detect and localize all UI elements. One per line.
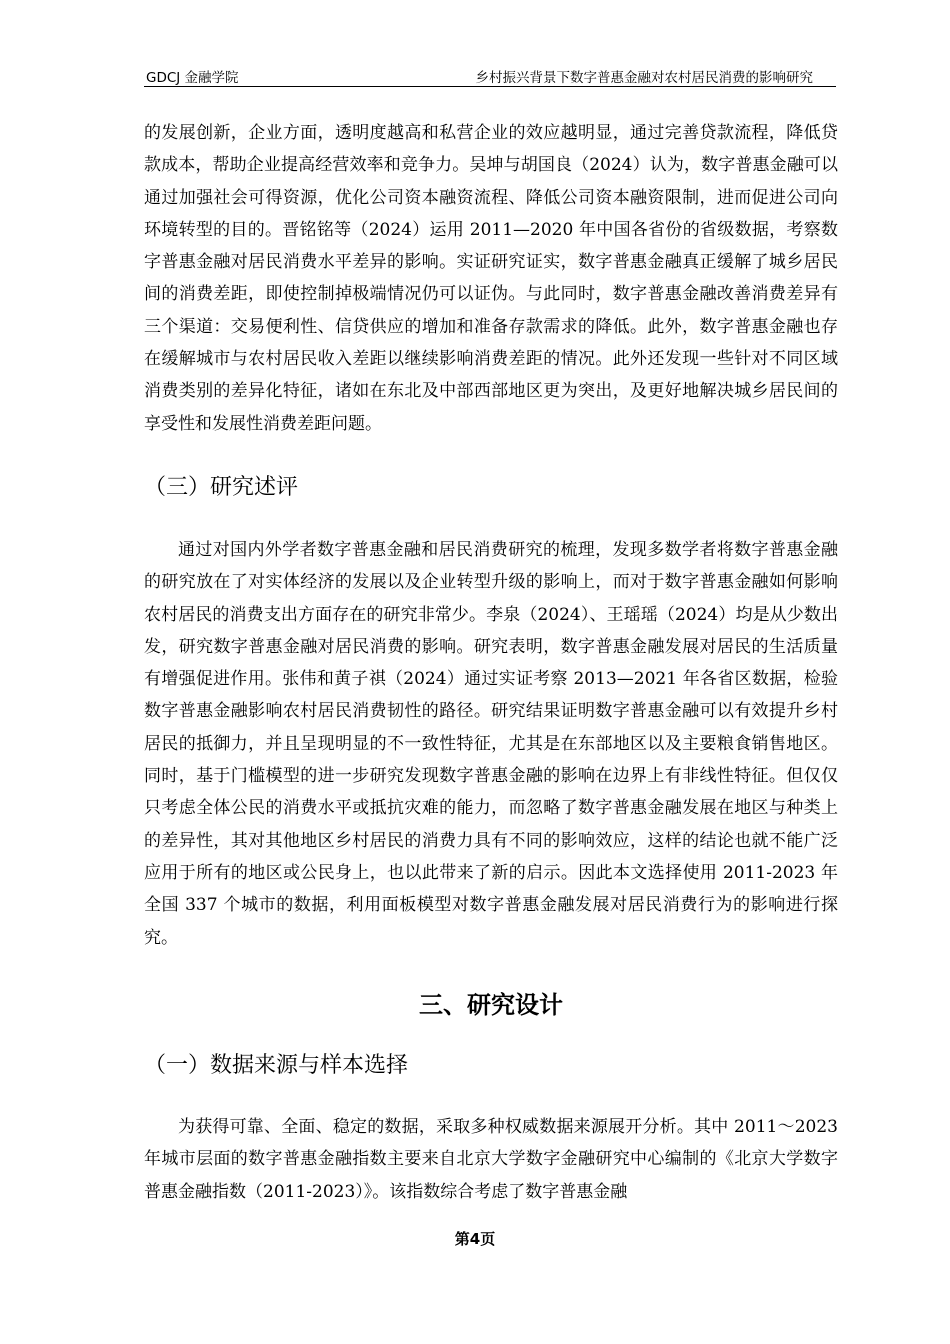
page-number: 第4页 bbox=[454, 1230, 496, 1248]
header-institution: GDCJ 金融学院 bbox=[146, 70, 239, 86]
header-divider bbox=[144, 86, 836, 87]
body-paragraph-1: 的发展创新，企业方面，透明度越高和私营企业的效应越明显，通过完善贷款流程，降低贷款成本，帮助企业提高经营效率和竞争力。吴坤与胡国良（2024）认为，数字普惠金融可以通过加强社会可得资源，优化公司资本融资流程、降低公司资本融资限制，进而促进公司向环境转型的目的。晋铭铭等（2024）运用 2011—2020 年中国各省份的省级数据，考察数字普惠金融对居民消费水平差异的影响。实证研究证实，数字普惠金融真正缓解了城乡居民间的消费差距，即使控制掉极端情况仍可以证伪。与此同时，数字普惠金融改善消费差异有三个渠道：交易便利性、信贷供应的增加和准备存款需求的降低。此外，数字普惠金融也存在缓解城市与农村居民收入差距以继续影响消费差距的情况。此外还发现一些针对不同区域消费类别的差异化特征，诸如在东北及中部西部地区更为突出，及更好地解决城乡居民间的享受性和发展性消费差距问题。 bbox=[144, 123, 838, 434]
chapter-title: 三、研究设计 bbox=[419, 991, 563, 1019]
body-paragraph-3: 为获得可靠、全面、稳定的数据，采取多种权威数据来源展开分析。其中 2011～2023 年城市层面的数字普惠金融指数主要来自北京大学数字金融研究中心编制的《北京大学数字普惠金融指数（2011-2023）》。该指数综合考虑了数字普惠金融 bbox=[144, 1117, 838, 1202]
header-paper-title: 乡村振兴背景下数字普惠金融对农村居民消费的影响研究 bbox=[475, 70, 813, 86]
section-heading-data-source: （一）数据来源与样本选择 bbox=[144, 1053, 409, 1078]
section-heading-review: （三）研究述评 bbox=[144, 475, 299, 500]
body-paragraph-2: 通过对国内外学者数字普惠金融和居民消费研究的梳理，发现多数学者将数字普惠金融的研究放在了对实体经济的发展以及企业转型升级的影响上，而对于数字普惠金融如何影响农村居民的消费支出方面存在的研究非常少。李泉（2024）、王瑶瑶（2024）均是从少数出发，研究数字普惠金融对居民消费的影响。研究表明，数字普惠金融发展对居民的生活质量有增强促进作用。张伟和黄子祺（2024）通过实证考察 2013—2021 年各省区数据，检验数字普惠金融影响农村居民消费韧性的路径。研究结果证明数字普惠金融可以有效提升乡村居民的抵御力，并且呈现明显的不一致性特征，尤其是在东部地区以及主要粮食销售地区。同时，基于门槛模型的进一步研究发现数字普惠金融的影响在边界上有非线性特征。但仅仅只考虑全体公民的消费水平或抵抗灾难的能力，而忽略了数字普惠金融发展在地区与种类上的差异性，其对其他地区乡村居民的消费力具有不同的影响效应，这样的结论也就不能广泛应用于所有的地区或公民身上，也以此带来了新的启示。因此本文选择使用 2011-2023 年全国 337 个城市的数据，利用面板模型对数字普惠金融发展对居民消费行为的影响进行探究。 bbox=[144, 540, 838, 948]
